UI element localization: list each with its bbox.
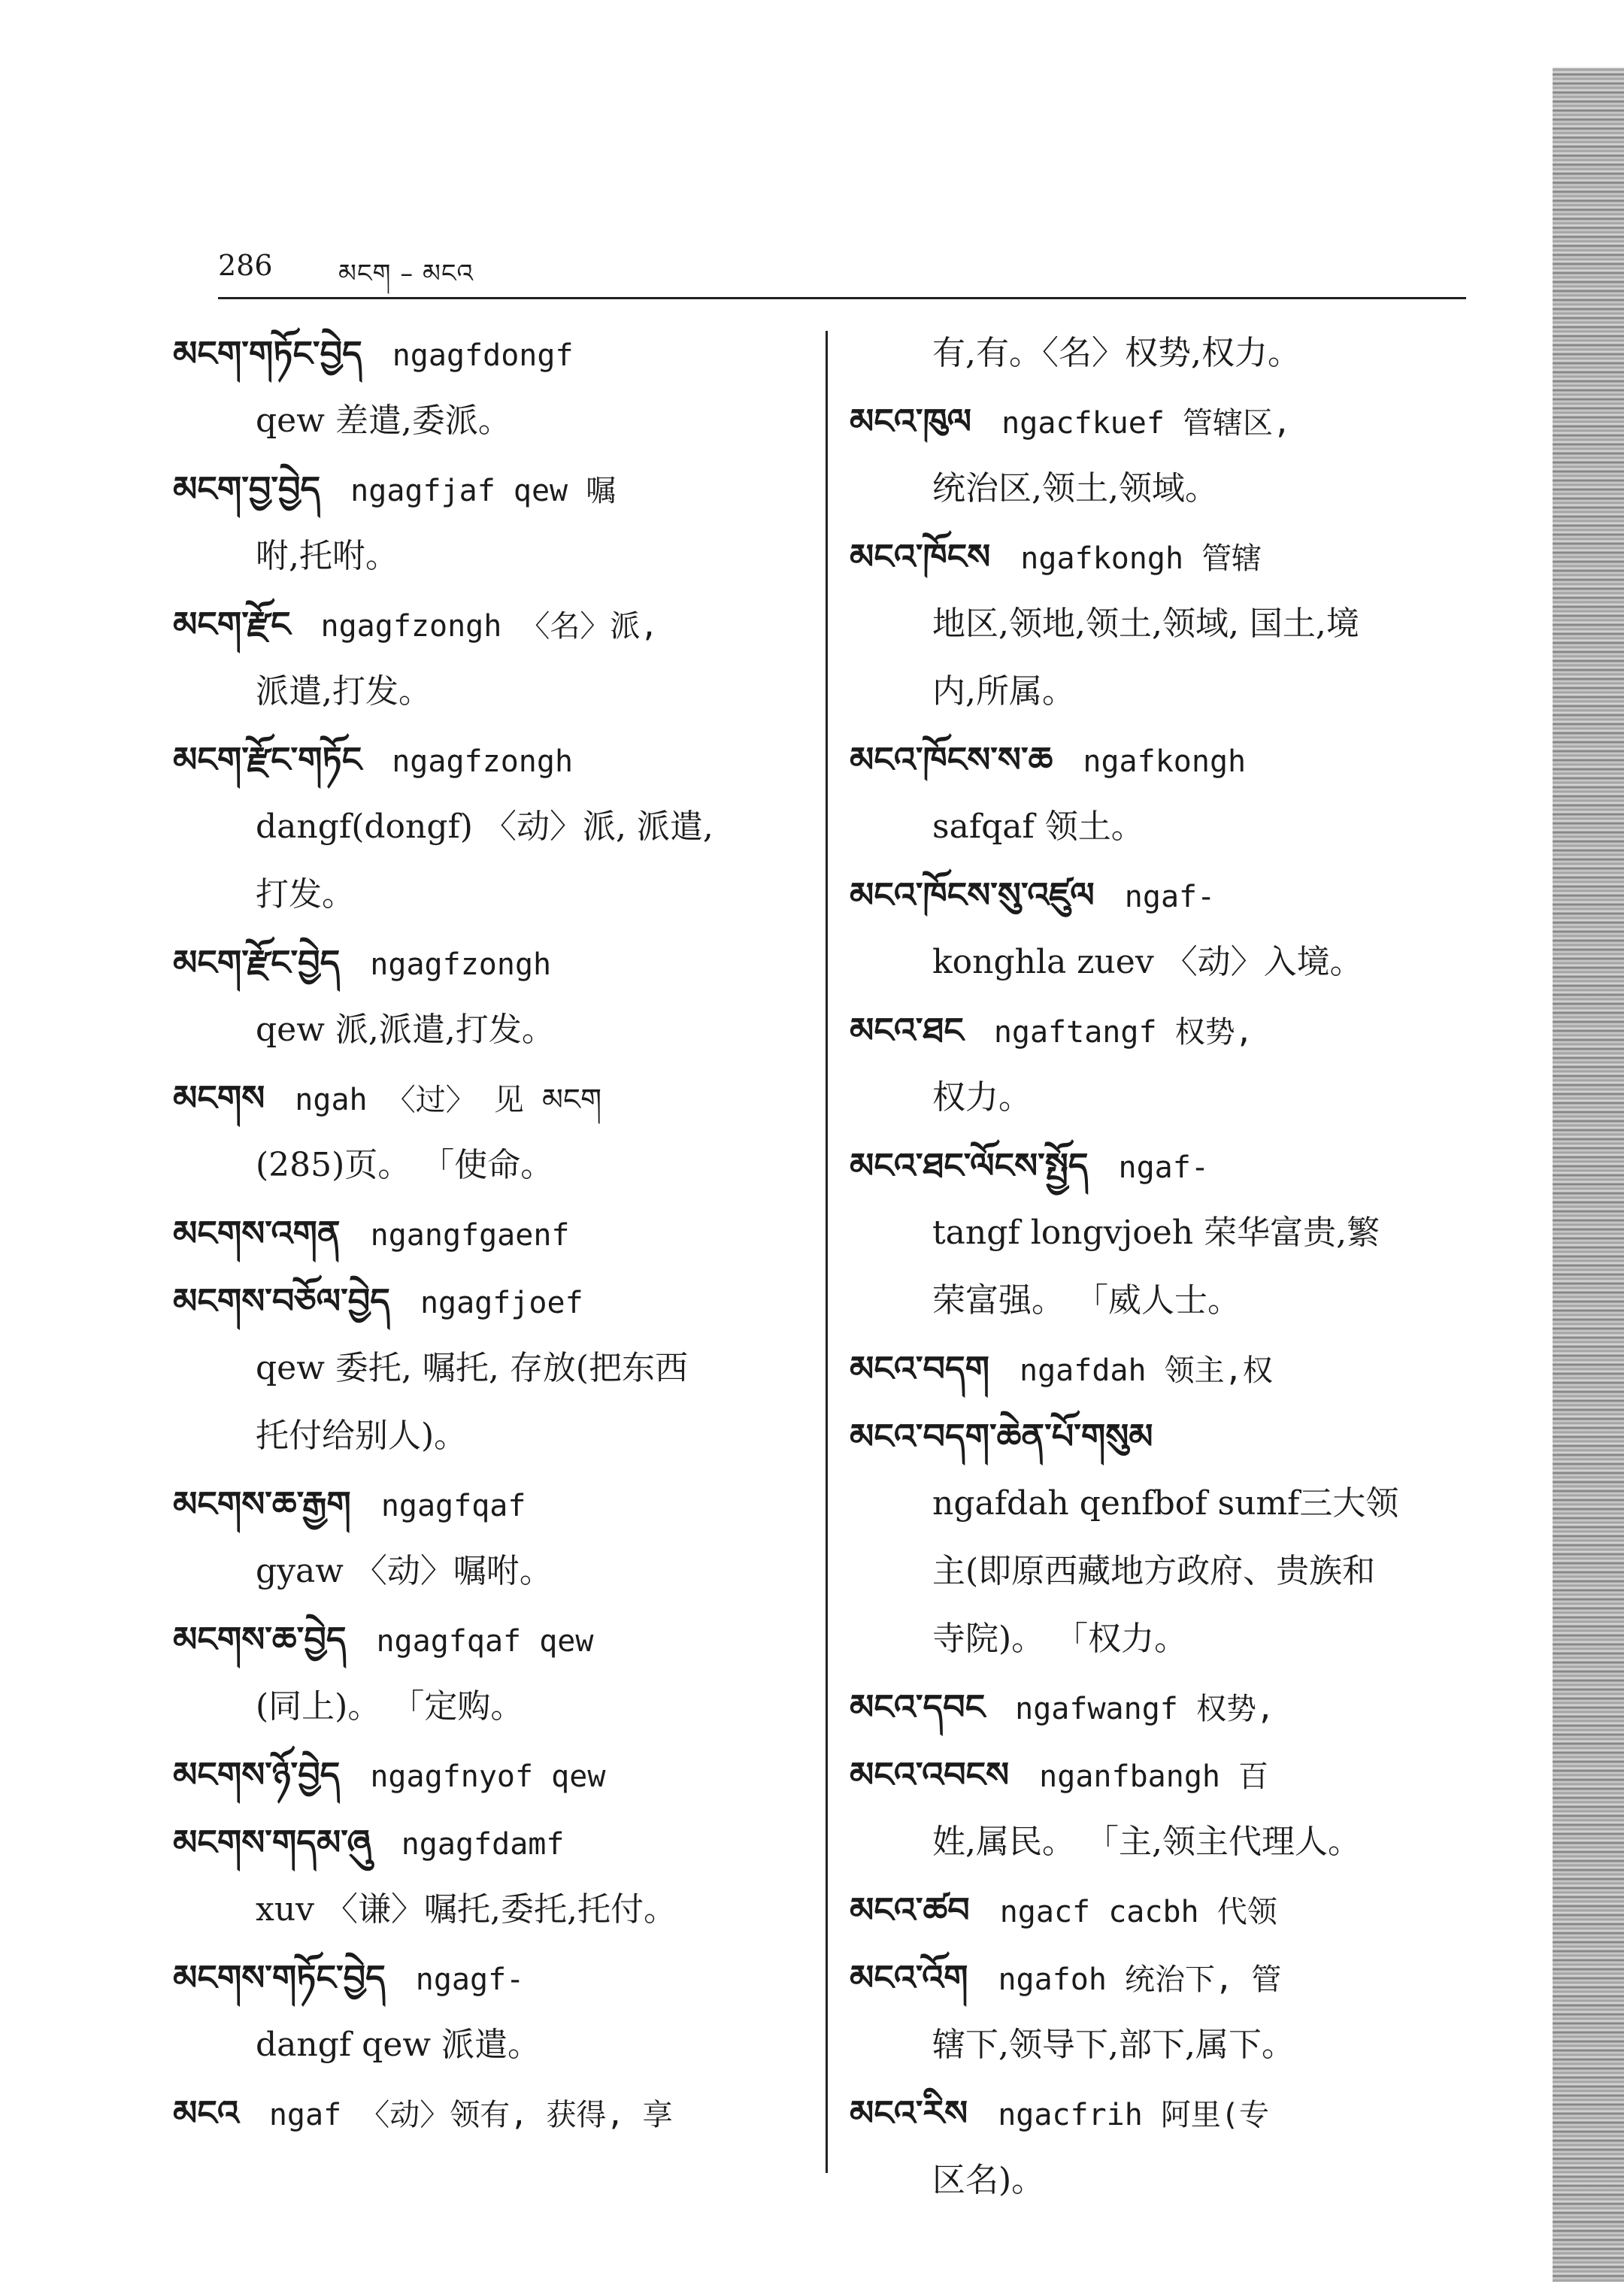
gloss-line: 权力。	[932, 1078, 1032, 1117]
gloss-line: (285)页。 「使命。	[256, 1146, 554, 1184]
dictionary-entry	[173, 590, 797, 726]
tibetan-headword: མངགས་ཆ་རྒྱག	[173, 1483, 351, 1524]
romanization: ngacf cacbh 代领	[999, 1895, 1277, 1929]
gloss-line: 托付给别人)。	[256, 1417, 468, 1455]
tibetan-headword: མངའ་འབངས	[850, 1754, 1010, 1795]
entry-head-line	[173, 1808, 797, 1876]
romanization: ngaf-	[1124, 880, 1216, 914]
dictionary-entry	[173, 1605, 797, 1741]
tibetan-headword: མངའ་བདག་ཆེན་པོ་གསུམ	[850, 1416, 1153, 1456]
tibetan-headword: མངའ་དབང	[850, 1686, 986, 1727]
entry-head-line	[173, 1605, 797, 1673]
dictionary-entry	[173, 1267, 797, 1470]
romanization: ngaf 〈动〉领有, 获得, 享	[268, 2098, 673, 2132]
dictionary-entry	[173, 320, 797, 455]
entry-head-line	[850, 387, 1466, 455]
gloss-line: safqaf 领土。	[932, 808, 1144, 846]
dictionary-entry	[173, 1064, 797, 1199]
left-column	[173, 320, 797, 2147]
romanization: ngagfzongh	[392, 744, 574, 779]
tibetan-headword: མངའ་ཁུལ	[850, 401, 972, 441]
romanization: ngangfgaenf	[370, 1218, 570, 1253]
page-number: 286	[218, 249, 273, 282]
entry-head-line	[850, 1132, 1466, 1199]
dictionary-entry	[850, 1741, 1466, 1876]
gloss-line: dangf(dongf) 〈动〉派, 派遣,	[256, 808, 714, 846]
running-head: མངག – མངའ	[338, 259, 474, 289]
entry-head-line	[850, 726, 1466, 793]
dictionary-entry	[850, 861, 1466, 996]
dictionary-entry	[850, 1876, 1466, 1944]
gloss-line: gyaw 〈动〉嘱咐。	[256, 1552, 553, 1590]
tibetan-headword: མངགས	[173, 1077, 265, 1118]
romanization: ngah 〈过〉 见 མངག	[295, 1083, 602, 1117]
gloss-line: 辖下,领导下,部下,属下。	[932, 2026, 1295, 2064]
dictionary-entry	[850, 2079, 1466, 2214]
dictionary-entry	[850, 996, 1466, 1132]
dictionary-entry	[173, 1470, 797, 1605]
tibetan-headword: མངགས་གདམ་ཞུ	[173, 1822, 371, 1862]
tibetan-headword: མངག་རྫོང	[173, 604, 291, 644]
romanization: ngafkongh	[1083, 744, 1247, 779]
tibetan-headword: མངའ་ཐང་ལོངས་སྤྱོད	[850, 1145, 1089, 1186]
gloss-line: qew 派,派遣,打发。	[256, 1011, 555, 1049]
romanization: ngagf-	[415, 1962, 525, 1997]
romanization: nganfbangh 百	[1039, 1759, 1269, 1794]
dictionary-entry	[850, 320, 1466, 387]
entry-head-line	[173, 929, 797, 996]
entry-head-line	[173, 1944, 797, 2011]
entry-head-line	[173, 1741, 797, 1808]
tibetan-headword: མངགས་འགན	[173, 1213, 341, 1253]
romanization: ngafwangf 权势,	[1015, 1692, 1275, 1726]
romanization: ngacfrih 阿里(专	[998, 2098, 1270, 2132]
entry-head-line	[850, 1876, 1466, 1944]
gloss-line: 姓,属民。 「主,领主代理人。	[932, 1823, 1361, 1861]
tibetan-headword: མངགས་གཏོང་བྱེད	[173, 1957, 386, 1998]
entry-head-line	[850, 861, 1466, 929]
romanization: ngagfnyof qew	[370, 1759, 606, 1794]
romanization: ngagfqaf	[380, 1489, 526, 1523]
romanization: ngaftangf 权势,	[993, 1015, 1253, 1050]
dictionary-entry	[850, 1673, 1466, 1741]
column-divider	[826, 331, 828, 2173]
romanization: ngacfkuef 管辖区,	[1001, 406, 1292, 441]
romanization: ngafdah 领主,权	[1019, 1353, 1273, 1388]
entry-head-line	[850, 1741, 1466, 1808]
entry-head-line	[173, 320, 797, 387]
gloss-line: konghla zuev 〈动〉入境。	[932, 943, 1363, 981]
romanization: ngagfdamf	[401, 1827, 565, 1862]
tibetan-headword: མངའ་ཐང	[850, 1010, 964, 1050]
gloss-line: 寺院)。 「权力。	[932, 1620, 1188, 1658]
romanization: ngagfqaf qew	[376, 1624, 594, 1659]
gloss-line: 咐,托咐。	[256, 537, 398, 575]
dictionary-entry	[173, 455, 797, 590]
dictionary-entry	[173, 726, 797, 929]
entry-head-line	[850, 996, 1466, 1064]
entry-head-line	[173, 2079, 797, 2147]
tibetan-headword: མངའ་ཁོངས་སུ་འཛུལ	[850, 874, 1095, 915]
tibetan-headword: མངགས་ཉོ་བྱེད	[173, 1754, 341, 1795]
scan-edge	[1553, 68, 1624, 2282]
entry-head-line	[173, 726, 797, 793]
tibetan-headword: མངའ	[173, 2093, 239, 2133]
tibetan-headword: མངའ་བདག	[850, 1348, 989, 1389]
romanization: ngafkongh 管辖	[1020, 541, 1262, 576]
gloss-line: xuv 〈谦〉嘱托,委托,托付。	[256, 1890, 677, 1929]
entry-head-line	[850, 1402, 1466, 1470]
gloss-line: 派遣,打发。	[256, 672, 432, 711]
dictionary-entry	[173, 1741, 797, 1808]
romanization: ngagfdongf	[392, 338, 574, 373]
gloss-line: 地区,领地,领土,领域, 国土,境	[932, 605, 1359, 643]
dictionary-entry	[173, 1944, 797, 2079]
entry-head-line	[173, 1199, 797, 1267]
dictionary-entry	[173, 2079, 797, 2147]
entry-head-line	[173, 1064, 797, 1132]
entry-head-line	[173, 455, 797, 523]
romanization: ngaf-	[1118, 1150, 1209, 1185]
entry-head-line	[850, 1944, 1466, 2011]
romanization: ngagfjoef	[420, 1286, 583, 1320]
tibetan-headword: མངའ་འོག	[850, 1957, 968, 1998]
entry-head-line	[850, 2079, 1466, 2147]
header-rule	[218, 297, 1466, 299]
gloss-line: 主(即原西藏地方政府、贵族和	[932, 1552, 1376, 1590]
dictionary-entry	[850, 726, 1466, 861]
entry-head-line	[850, 1673, 1466, 1741]
dictionary-entry	[850, 1335, 1466, 1402]
dictionary-entry	[850, 1944, 1466, 2079]
gloss-line: 有,有。〈名〉权势,权力。	[932, 334, 1301, 372]
dictionary-entry	[173, 1199, 797, 1267]
dictionary-entry	[850, 523, 1466, 726]
romanization: ngagfzongh 〈名〉派,	[320, 609, 659, 644]
entry-head-line	[850, 1335, 1466, 1402]
tibetan-headword: མངའ་ཚབ	[850, 1890, 970, 1930]
tibetan-headword: མངགས་ཆ་བྱེད	[173, 1619, 347, 1659]
entry-head-line	[173, 590, 797, 658]
gloss-line: 打发。	[256, 875, 355, 914]
tibetan-headword: མངག་གཏོང་བྱེད	[173, 333, 362, 374]
dictionary-entry	[850, 1132, 1466, 1335]
tibetan-headword: མངག་རྫོང་བྱེད	[173, 942, 341, 983]
tibetan-headword: མངགས་བཅོལ་བྱེད	[173, 1280, 390, 1321]
entry-head-line	[173, 1470, 797, 1538]
gloss-line: 区名)。	[932, 2161, 1045, 2199]
romanization: ngafoh 统治下, 管	[998, 1962, 1282, 1997]
dictionary-entry	[850, 387, 1466, 523]
gloss-line: dangf qew 派遣。	[256, 2026, 541, 2064]
romanization: ngagfjaf qew 嘱	[350, 474, 617, 508]
dictionary-entry	[173, 929, 797, 1064]
gloss-line: 内,所属。	[932, 672, 1075, 711]
gloss-line: qew 差遣,委派。	[256, 402, 511, 440]
gloss-line: 荣富强。 「威人士。	[932, 1281, 1241, 1320]
gloss-line: tangf longvjoeh 荣华富贵,繁	[932, 1214, 1380, 1252]
gloss-line: ngafdah qenfbof sumf三大领	[932, 1484, 1399, 1523]
tibetan-headword: མངག་རྫོང་གཏོང	[173, 739, 362, 780]
dictionary-entry	[850, 1402, 1466, 1673]
gloss-line: 统治区,领土,领域。	[932, 469, 1218, 508]
tibetan-headword: མངའ་ཁོངས་ས་ཆ	[850, 739, 1053, 780]
dictionary-entry	[173, 1808, 797, 1944]
entry-head-line	[850, 523, 1466, 590]
entry-head-line	[173, 1267, 797, 1335]
tibetan-headword: མངག་བྱ་བྱེད	[173, 468, 321, 509]
page-header	[218, 244, 1466, 289]
tibetan-headword: མངའ་རིས	[850, 2093, 968, 2133]
tibetan-headword: མངའ་ཁོངས	[850, 536, 991, 577]
right-column	[850, 320, 1466, 2214]
romanization: ngagfzongh	[370, 947, 552, 982]
gloss-line: qew 委托, 嘱托, 存放(把东西	[256, 1349, 688, 1387]
gloss-line: (同上)。 「定购。	[256, 1687, 524, 1726]
